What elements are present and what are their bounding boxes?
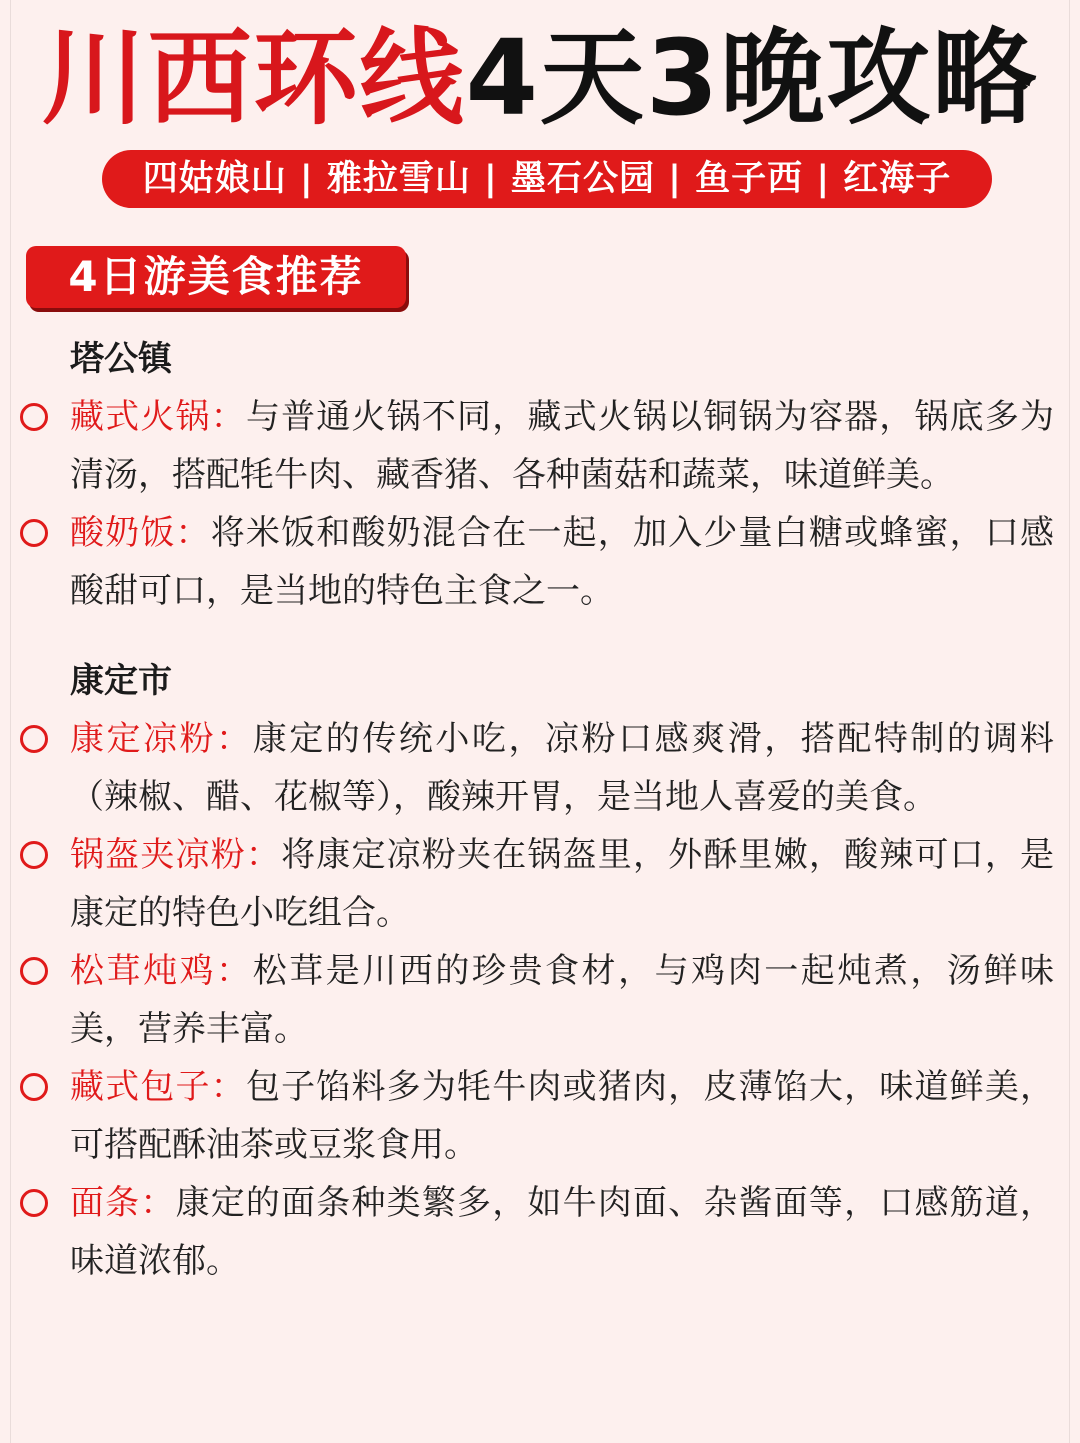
circle-bullet-icon: [20, 403, 48, 431]
food-description: 与普通火锅不同，藏式火锅以铜锅为容器，锅底多为清汤，搭配牦牛肉、藏香猪、各种菌菇和蔬菜，味道鲜美。: [70, 397, 1055, 495]
food-name: 酸奶饭：: [70, 513, 211, 553]
food-item: [0, 1174, 1080, 1290]
page-title: [0, 18, 1080, 138]
food-name: 藏式包子：: [70, 1067, 246, 1107]
circle-bullet-icon: [20, 841, 48, 869]
section-tag: 4日游美食推荐: [26, 246, 406, 308]
circle-bullet-icon: [20, 957, 48, 985]
place-group-kangding: [0, 652, 1080, 1290]
group-spacer: [0, 620, 1080, 652]
title-black-part: 4天3晚攻略: [465, 17, 1039, 139]
food-content: [0, 330, 1080, 1290]
food-description: 松茸是川西的珍贵食材，与鸡肉一起炖煮，汤鲜味美，营养丰富。: [70, 951, 1055, 1049]
place-heading: 康定市: [70, 661, 172, 701]
food-item: [0, 710, 1080, 826]
food-item: [0, 504, 1080, 620]
food-description: 将康定凉粉夹在锅盔里，外酥里嫩，酸辣可口，是康定的特色小吃组合。: [70, 835, 1055, 933]
place-group-tagong: [0, 330, 1080, 620]
circle-bullet-icon: [20, 1073, 48, 1101]
circle-bullet-icon: [20, 519, 48, 547]
food-name: 松茸炖鸡：: [70, 951, 253, 991]
food-description: 包子馅料多为牦牛肉或猪肉，皮薄馅大，味道鲜美，可搭配酥油茶或豆浆食用。: [70, 1067, 1055, 1165]
food-item: [0, 1058, 1080, 1174]
food-name: 康定凉粉：: [70, 719, 253, 759]
food-item: [0, 388, 1080, 504]
circle-bullet-icon: [20, 1189, 48, 1217]
food-name: 藏式火锅：: [70, 397, 246, 437]
food-description: 将米饭和酸奶混合在一起，加入少量白糖或蜂蜜，口感酸甜可口，是当地的特色主食之一。: [70, 513, 1055, 611]
food-name: 面条：: [70, 1183, 176, 1223]
route-subtitle-pill: 四姑娘山 | 雅拉雪山 | 墨石公园 | 鱼子西 | 红海子: [102, 150, 992, 208]
food-item: [0, 942, 1080, 1058]
food-description: 康定的传统小吃，凉粉口感爽滑，搭配特制的调料（辣椒、醋、花椒等），酸辣开胃，是当地人喜爱的美食。: [70, 719, 1055, 817]
circle-bullet-icon: [20, 725, 48, 753]
place-heading: 塔公镇: [70, 339, 172, 379]
title-red-part: 川西环线: [41, 17, 466, 139]
food-item: [0, 826, 1080, 942]
food-description: 康定的面条种类繁多，如牛肉面、杂酱面等，口感筋道，味道浓郁。: [70, 1183, 1055, 1281]
food-name: 锅盔夹凉粉：: [70, 835, 282, 875]
